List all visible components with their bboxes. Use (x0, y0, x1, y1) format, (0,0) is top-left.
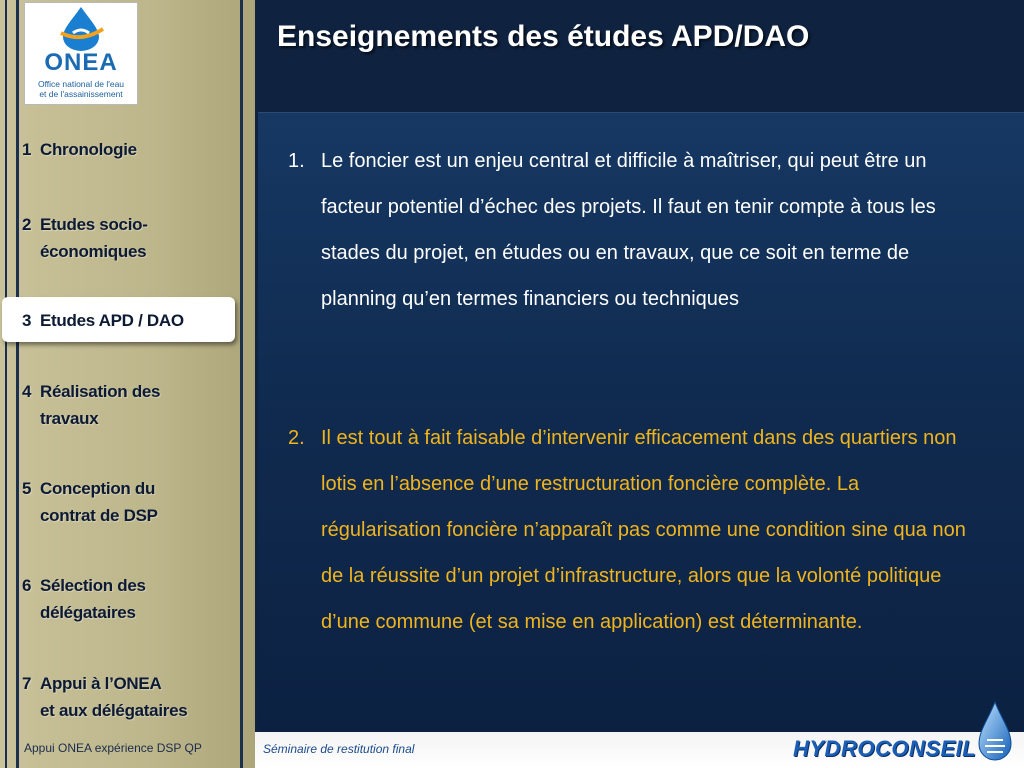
sidebar-item-label-line2: travaux (40, 409, 99, 428)
sidebar-item-label (40, 136, 232, 163)
sidebar-item-label-line1: Conception du (40, 479, 156, 498)
sidebar-divider (16, 0, 19, 768)
hydroconseil-brand: HYDROCONSEIL (793, 736, 977, 761)
sidebar-item-label-line1: Etudes APD / DAO (40, 311, 184, 330)
sidebar-item-label (40, 378, 232, 432)
sidebar-item-label-line1: Sélection des (40, 576, 146, 595)
sidebar-item-number: 6 (22, 576, 32, 595)
content-paragraph-2 (288, 415, 983, 645)
logo-subtitle-line1: Office national de l'eau (37, 79, 125, 89)
footer-left-text: Appui ONEA expérience DSP QP (24, 741, 202, 755)
sidebar-item-etudes-apd[interactable] (22, 307, 232, 334)
sidebar-item-label (40, 572, 232, 626)
sidebar-item-number: 3 (22, 311, 32, 330)
onea-logo (24, 2, 138, 105)
logo-subtitle-line2: et de l'assainissement (39, 89, 123, 99)
sidebar-item-label-line2: délégataires (40, 603, 136, 622)
sidebar-item-conception[interactable] (22, 475, 232, 529)
sidebar-item-chronologie[interactable] (22, 136, 232, 163)
paragraph-text: Le foncier est un enjeu central et difficile à maîtriser, qui peut être un facteur potentiel d’échec des projets. Il faut en tenir compte à tous les stades du projet, en études ou en travaux, que ce soit en terme de planning qu’en termes financiers ou techniques (321, 150, 936, 310)
sidebar-divider (5, 0, 7, 768)
sidebar-item-label-line2: et aux délégataires (40, 701, 188, 720)
sidebar-item-label-line1: Etudes socio- (40, 215, 148, 234)
sidebar-item-label-line1: Chronologie (40, 140, 137, 159)
sidebar-item-number: 2 (22, 215, 32, 234)
sidebar-divider (240, 0, 243, 768)
footer (255, 732, 1024, 768)
main-content (258, 112, 1024, 733)
sidebar-item-selection[interactable] (22, 572, 232, 626)
content-paragraph-1 (288, 138, 983, 322)
water-drop-logo-icon (25, 3, 137, 53)
paragraph-text: Il est tout à fait faisable d’intervenir efficacement dans des quartiers non lotis en l’absence d’une restructuration foncière complète. La régularisation foncière n’apparaît pas comme une condition sine qua non de la réussite d’un projet d’infrastructure, alors que la volonté politique d’une commune (et sa mise en application) est déterminante. (321, 427, 966, 633)
page-title: Enseignements des études APD/DAO (277, 20, 810, 53)
sidebar-item-label (40, 211, 232, 265)
sidebar-item-label-line2: contrat de DSP (40, 506, 158, 525)
sidebar-item-number: 7 (22, 674, 32, 693)
sidebar-item-number: 5 (22, 479, 32, 498)
sidebar-item-label (40, 475, 232, 529)
logo-subtitle (25, 79, 137, 99)
sidebar-item-etudes-socio[interactable] (22, 211, 232, 265)
sidebar-item-realisation[interactable] (22, 378, 232, 432)
sidebar (0, 0, 255, 768)
sidebar-item-label-line2: économiques (40, 242, 147, 261)
sidebar-item-appui[interactable] (22, 670, 232, 724)
sidebar-item-label-line1: Réalisation des (40, 382, 161, 401)
footer-center-text: Séminaire de restitution final (263, 742, 415, 756)
paragraph-number: 1. (288, 150, 305, 172)
header (255, 0, 1024, 112)
sidebar-item-label (40, 307, 232, 334)
sidebar-item-number: 1 (22, 140, 32, 159)
sidebar-item-label-line1: Appui à l’ONEA (40, 674, 162, 693)
sidebar-item-label (40, 670, 232, 724)
paragraph-number: 2. (288, 427, 305, 449)
sidebar-item-number: 4 (22, 382, 32, 401)
logo-name: ONEA (44, 49, 118, 76)
water-drop-icon (975, 700, 1015, 766)
